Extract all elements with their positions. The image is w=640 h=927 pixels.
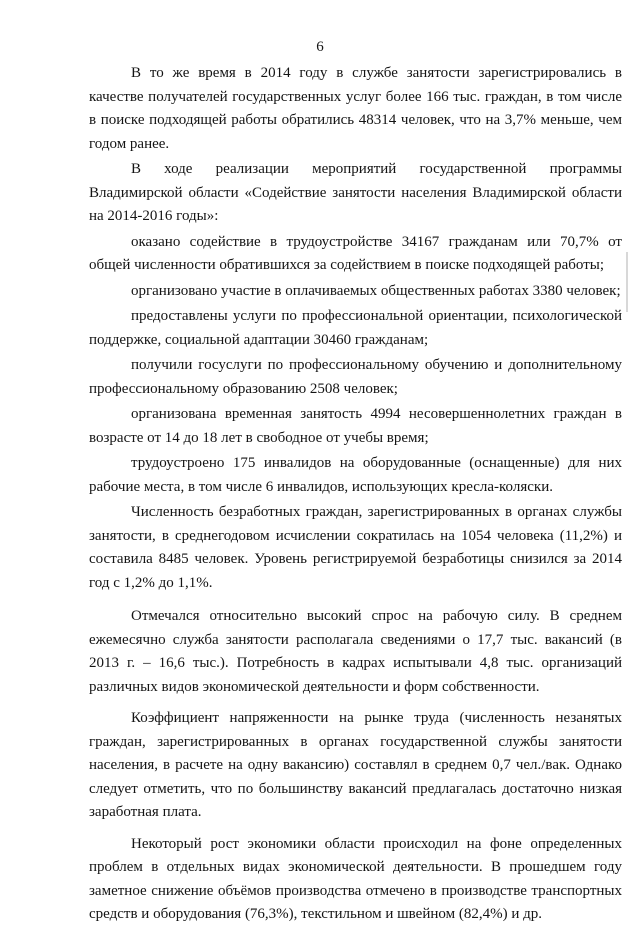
paragraph-registered: В то же время в 2014 году в службе занятости зарегистрировались в качестве получателей государственных услуг более 166 тыс. граждан, в том числе в поиске подходящей работы обратились 48314 человек, что на 3,7% меньше, чем годом ранее. (89, 65, 622, 152)
paragraph-economy: Некоторый рост экономики области происходил на фоне определенных проблем в отдельных видах экономической деятельности. В прошедшем году заметное снижение объёмов производства отмечено в производстве транспортных средств и оборудования (76,3%), текстильном и швейном (82,4%) и др. (89, 835, 622, 922)
page-number: 6 (316, 39, 324, 55)
list-item-employment-assistance: оказано содействие в трудоустройстве 34167 гражданам или 70,7% от общей численности обратившихся за содействием в поиске подходящей работы; (89, 233, 622, 273)
paragraph-labor-demand: Отмечался относительно высокий спрос на рабочую силу. В среднем ежемесячно служба занятости располагала сведениями о 17,7 тыс. вакансий (в 2013 г. – 16,6 тыс.). Потребность в кадрах испытывали 4,8 тыс. организаций различных видов экономической деятельности и форм собственности. (89, 608, 622, 695)
list-item-disabled-employment: трудоустроено 175 инвалидов на оборудованные (оснащенные) для них рабочие места, в том числе 6 инвалидов, использующих кресла-коляски. (89, 455, 622, 495)
paragraph-program-intro: В ходе реализации мероприятий государственной программы Владимирской области «Содействие занятости населения Владимирской области на 2014-2016 годы»: (89, 161, 622, 224)
list-item-minors-employment: организована временная занятость 4994 несовершеннолетних граждан в возрасте от 14 до 18 лет в свободное от учебы время; (89, 406, 622, 446)
document-body (89, 62, 622, 927)
list-item-vocational-training: получили госуслуги по профессиональному обучению и дополнительному профессиональному образованию 2508 человек; (89, 357, 622, 397)
list-item-public-works: организовано участие в оплачиваемых общественных работах 3380 человек; (131, 282, 621, 299)
list-item-career-guidance: предоставлены услуги по профессиональной ориентации, психологической поддержке, социальной адаптации 30460 гражданам; (89, 308, 622, 348)
scan-artifact (626, 252, 628, 312)
paragraph-tension-coefficient: Коэффициент напряженности на рынке труда (численность незанятых граждан, зарегистрированных в органах государственной службы занятости населения, в расчете на одну вакансию) составлял в среднем 0,7 чел./вак. Однако следует отметить, что по большинству вакансий предлагалась достаточно низкая заработная плата. (89, 710, 622, 820)
paragraph-unemployment: Численность безработных граждан, зарегистрированных в органах службы занятости, в среднегодовом исчислении сократилась на 1054 человека (11,2%) и составила 8485 человек. Уровень регистрируемой безработицы снизился за 2014 год с 1,2% до 1,1%. (89, 504, 622, 591)
